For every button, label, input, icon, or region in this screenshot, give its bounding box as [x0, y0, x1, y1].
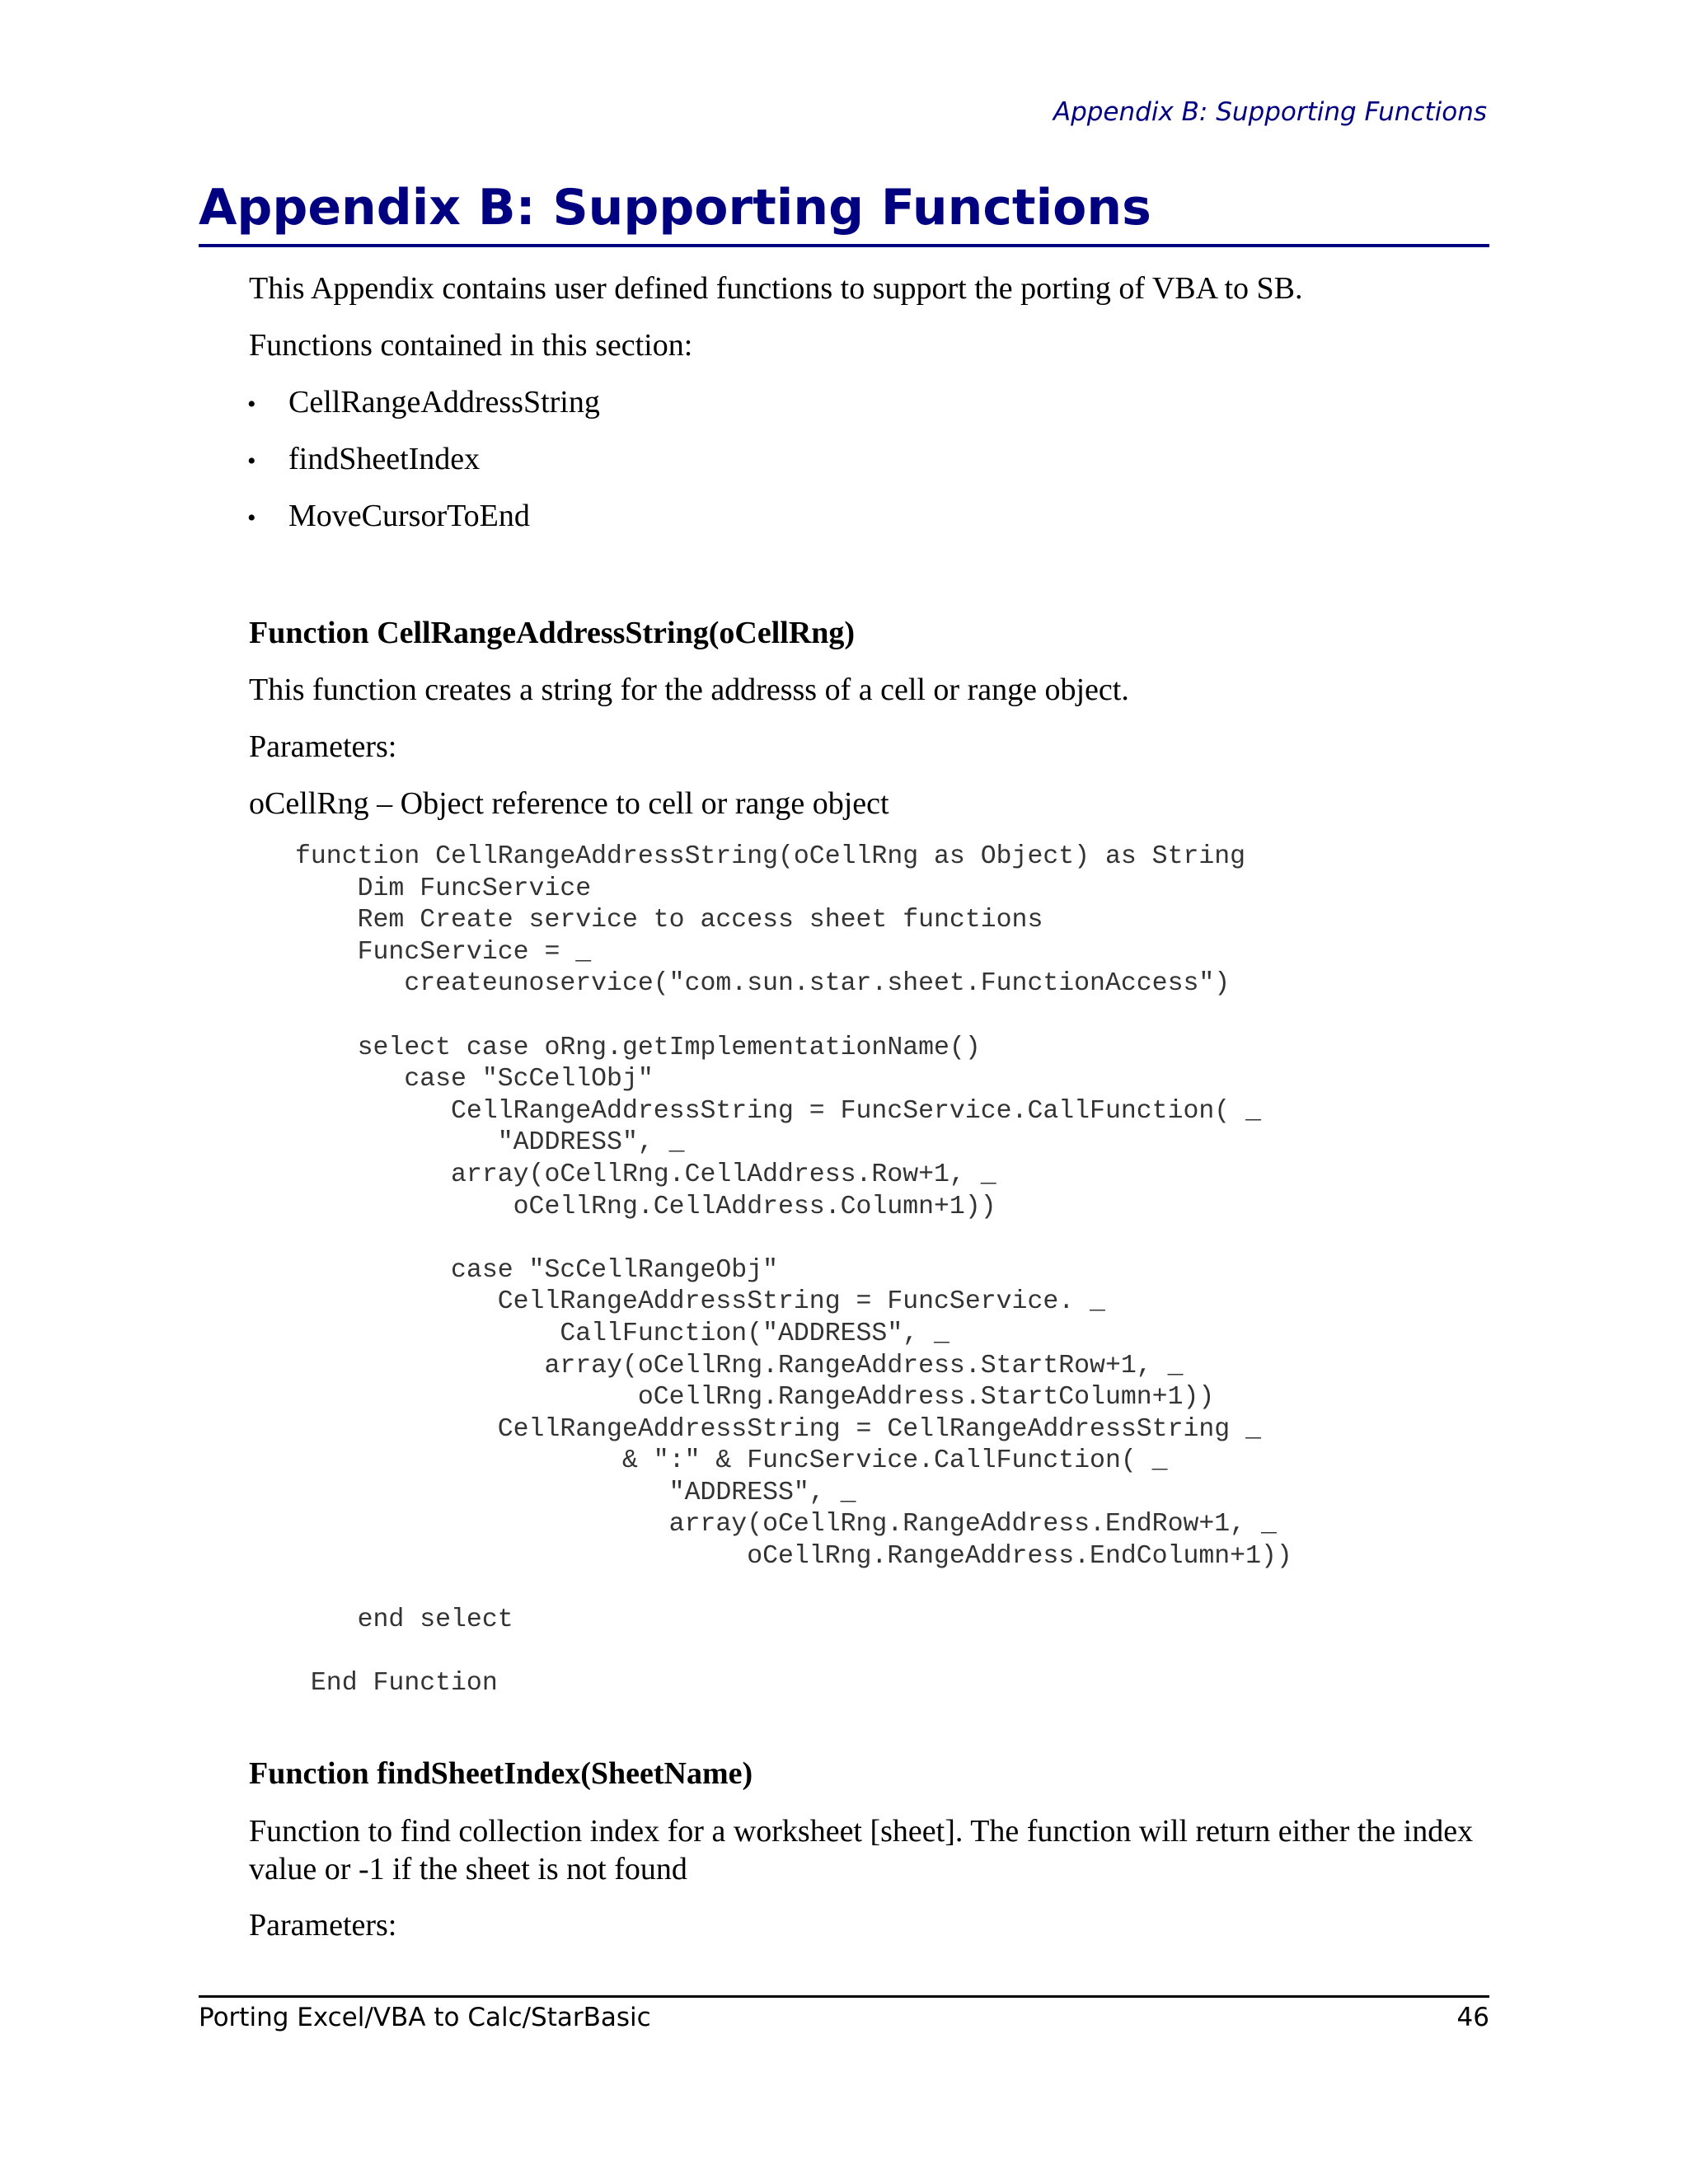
- code-block: function CellRangeAddressString(oCellRng as Object) as String Dim FuncService Rem Create service to access sheet functions FuncService = _ createunoservice("com.sun.star.sheet.FunctionAccess") select case oRng.getImplementationName() case "ScCellObj" CellRangeAddressString = FuncService.CallFunction( _ "ADDRESS", _ array(oCellRng.CellAddress.Row+1, _ oCellRng.CellAddress.Column+1)) case "ScCellRangeObj" CellRangeAddressString = FuncService. _ CallFunction("ADDRESS", _ array(oCellRng.RangeAddress.StartRow+1, _ oCellRng.RangeAddress.StartColumn+1)) CellRangeAddressString = CellRangeAddressString _ & ":" & FuncService.CallFunction( _ "ADDRESS", _ array(oCellRng.RangeAddress.EndRow+1, _ oCellRng.RangeAddress.EndColumn+1)) end select End Function: [295, 842, 1292, 1699]
- intro-paragraph: This Appendix contains user defined functions to support the porting of VBA to SB.: [249, 271, 1303, 306]
- footer-document-title: Porting Excel/VBA to Calc/StarBasic: [199, 2003, 651, 2032]
- list-item: [247, 498, 530, 534]
- page-number: 46: [1456, 2003, 1489, 2032]
- section-description: Function to find collection index for a worksheet [sheet]. The function will return either the index value or -1 if the sheet is not found: [249, 1814, 1474, 1886]
- functions-list-intro: Functions contained in this section:: [249, 328, 693, 363]
- parameters-label: Parameters:: [249, 729, 397, 764]
- list-item-label: CellRangeAddressString: [288, 385, 600, 419]
- list-item: [247, 384, 600, 420]
- bullet-icon: •: [247, 448, 256, 476]
- parameter-description: oCellRng – Object reference to cell or range object: [249, 786, 889, 821]
- page-title: Appendix B: Supporting Functions: [199, 175, 1489, 247]
- bullet-icon: •: [247, 391, 256, 419]
- footer-rule: [199, 1995, 1489, 1998]
- list-item-label: findSheetIndex: [288, 442, 481, 476]
- parameters-label: Parameters:: [249, 1908, 397, 1943]
- bullet-icon: •: [247, 504, 256, 532]
- section-heading-cellrangeaddressstring: Function CellRangeAddressString(oCellRng): [249, 616, 856, 650]
- section-description: This function creates a string for the addresss of a cell or range object.: [249, 673, 1129, 707]
- running-header: Appendix B: Supporting Functions: [1053, 97, 1487, 127]
- list-item-label: MoveCursorToEnd: [288, 499, 530, 533]
- section-heading-findsheetindex: Function findSheetIndex(SheetName): [249, 1756, 753, 1791]
- list-item: [247, 441, 480, 477]
